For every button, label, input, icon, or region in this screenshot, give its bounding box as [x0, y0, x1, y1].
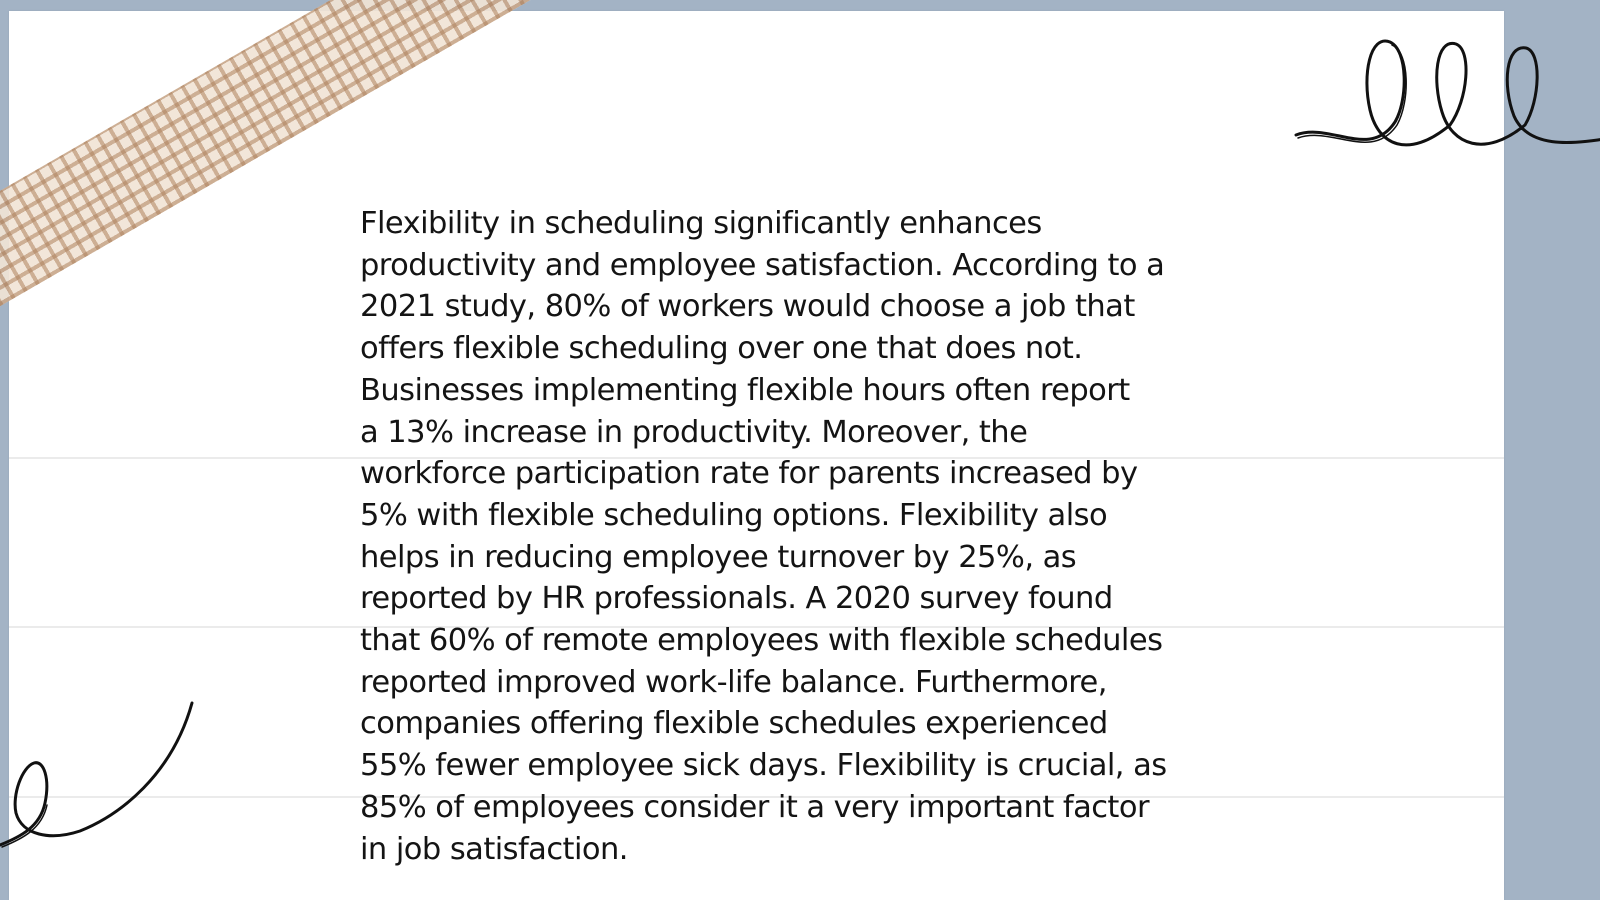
body-text-line: 85% of employees consider it a very important factor: [360, 789, 1149, 825]
body-text-line: 5% with flexible scheduling options. Flexibility also: [360, 497, 1108, 533]
body-text-line: workforce participation rate for parents increased by: [360, 456, 1138, 492]
body-text-line: offers flexible scheduling over one that does not.: [360, 331, 1083, 367]
body-text-line: that 60% of remote employees with flexible schedules: [360, 623, 1163, 659]
body-text-line: Businesses implementing flexible hours often report: [360, 372, 1130, 408]
body-text-line: helps in reducing employee turnover by 25%, as: [360, 539, 1077, 575]
body-text-line: companies offering flexible schedules experienced: [360, 706, 1108, 742]
body-text-line: productivity and employee satisfaction. According to a: [360, 247, 1165, 283]
body-text-line: 55% fewer employee sick days. Flexibility is crucial, as: [360, 748, 1167, 784]
body-text-line: reported by HR professionals. A 2020 survey found: [360, 581, 1113, 617]
body-text-line: Flexibility in scheduling significantly enhances: [360, 206, 1042, 241]
body-text-line: 2021 study, 80% of workers would choose a job that: [360, 289, 1135, 325]
body-paragraph: [360, 203, 1265, 870]
body-text-line: in job satisfaction.: [360, 831, 628, 867]
loop-squiggle-icon: [1290, 30, 1600, 170]
loop-check-icon: [0, 695, 200, 855]
body-text-line: reported improved work-life balance. Furthermore,: [360, 664, 1107, 700]
body-text-line: a 13% increase in productivity. Moreover, the: [360, 414, 1028, 450]
